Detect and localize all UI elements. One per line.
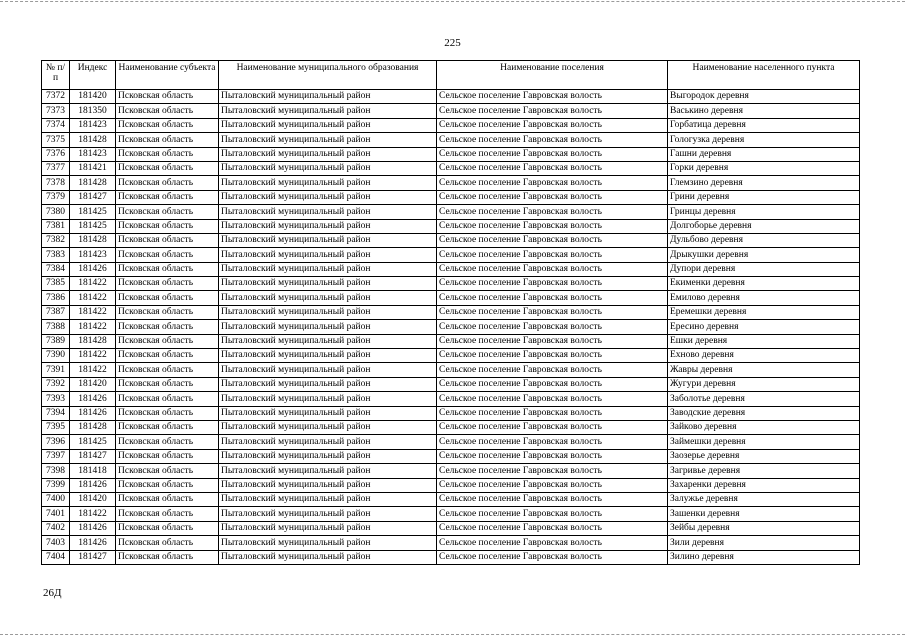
cell-number: 7381	[42, 219, 70, 233]
cell-number: 7374	[42, 118, 70, 132]
cell-number: 7373	[42, 104, 70, 118]
cell-locality: Горбатица деревня	[668, 118, 860, 132]
cell-index: 181428	[70, 420, 116, 434]
cell-index: 181421	[70, 161, 116, 175]
cell-subject: Псковская область	[116, 536, 219, 550]
cell-subject: Псковская область	[116, 176, 219, 190]
cell-subject: Псковская область	[116, 118, 219, 132]
cell-index: 181428	[70, 334, 116, 348]
cell-locality: Заболотье деревня	[668, 392, 860, 406]
table-row	[42, 492, 860, 506]
cell-municipality: Пыталовский муниципальный район	[219, 305, 437, 319]
cell-index: 181426	[70, 536, 116, 550]
cell-index: 181422	[70, 305, 116, 319]
cell-settlement: Сельское поселение Гавровская волость	[437, 133, 668, 147]
table-row	[42, 147, 860, 161]
cell-locality: Васькино деревня	[668, 104, 860, 118]
cell-municipality: Пыталовский муниципальный район	[219, 478, 437, 492]
cell-municipality: Пыталовский муниципальный район	[219, 277, 437, 291]
cell-number: 7375	[42, 133, 70, 147]
cell-number: 7383	[42, 248, 70, 262]
cell-subject: Псковская область	[116, 262, 219, 276]
table-row	[42, 392, 860, 406]
cell-number: 7391	[42, 363, 70, 377]
column-header-municipality: Наименование муниципального образования	[219, 61, 437, 90]
table-row	[42, 161, 860, 175]
cell-locality: Загривье деревня	[668, 464, 860, 478]
cell-locality: Ехново деревня	[668, 349, 860, 363]
cell-municipality: Пыталовский муниципальный район	[219, 90, 437, 104]
cell-municipality: Пыталовский муниципальный район	[219, 464, 437, 478]
table-row	[42, 262, 860, 276]
cell-settlement: Сельское поселение Гавровская волость	[437, 334, 668, 348]
table-row	[42, 363, 860, 377]
table-row	[42, 536, 860, 550]
cell-settlement: Сельское поселение Гавровская волость	[437, 190, 668, 204]
cell-settlement: Сельское поселение Гавровская волость	[437, 363, 668, 377]
cell-index: 181428	[70, 133, 116, 147]
cell-index: 181426	[70, 521, 116, 535]
cell-locality: Жугури деревня	[668, 377, 860, 391]
cell-municipality: Пыталовский муниципальный район	[219, 406, 437, 420]
table-row	[42, 334, 860, 348]
cell-settlement: Сельское поселение Гавровская волость	[437, 291, 668, 305]
cell-index: 181422	[70, 277, 116, 291]
cell-municipality: Пыталовский муниципальный район	[219, 190, 437, 204]
table-row	[42, 320, 860, 334]
cell-subject: Псковская область	[116, 277, 219, 291]
cell-number: 7390	[42, 349, 70, 363]
cell-settlement: Сельское поселение Гавровская волость	[437, 492, 668, 506]
cell-index: 181425	[70, 219, 116, 233]
cell-municipality: Пыталовский муниципальный район	[219, 334, 437, 348]
cell-settlement: Сельское поселение Гавровская волость	[437, 392, 668, 406]
scan-edge-top	[0, 1, 905, 2]
table-row	[42, 550, 860, 564]
cell-number: 7403	[42, 536, 70, 550]
cell-number: 7398	[42, 464, 70, 478]
cell-locality: Зилино деревня	[668, 550, 860, 564]
cell-subject: Псковская область	[116, 205, 219, 219]
cell-locality: Жавры деревня	[668, 363, 860, 377]
cell-index: 181427	[70, 449, 116, 463]
cell-number: 7377	[42, 161, 70, 175]
table-row	[42, 248, 860, 262]
cell-subject: Псковская область	[116, 521, 219, 535]
cell-municipality: Пыталовский муниципальный район	[219, 118, 437, 132]
cell-locality: Залужье деревня	[668, 492, 860, 506]
cell-settlement: Сельское поселение Гавровская волость	[437, 90, 668, 104]
scan-edge-bottom	[0, 634, 905, 635]
cell-subject: Псковская область	[116, 349, 219, 363]
cell-municipality: Пыталовский муниципальный район	[219, 248, 437, 262]
cell-number: 7399	[42, 478, 70, 492]
cell-settlement: Сельское поселение Гавровская волость	[437, 147, 668, 161]
cell-subject: Псковская область	[116, 305, 219, 319]
cell-locality: Глемзино деревня	[668, 176, 860, 190]
cell-number: 7402	[42, 521, 70, 535]
table-row	[42, 133, 860, 147]
cell-municipality: Пыталовский муниципальный район	[219, 392, 437, 406]
cell-municipality: Пыталовский муниципальный район	[219, 176, 437, 190]
cell-settlement: Сельское поселение Гавровская волость	[437, 435, 668, 449]
cell-settlement: Сельское поселение Гавровская волость	[437, 104, 668, 118]
page-number: 225	[444, 37, 461, 49]
cell-locality: Гологузка деревня	[668, 133, 860, 147]
cell-locality: Ешки деревня	[668, 334, 860, 348]
cell-number: 7384	[42, 262, 70, 276]
cell-index: 181422	[70, 349, 116, 363]
cell-subject: Псковская область	[116, 377, 219, 391]
cell-subject: Псковская область	[116, 478, 219, 492]
cell-number: 7380	[42, 205, 70, 219]
cell-municipality: Пыталовский муниципальный район	[219, 161, 437, 175]
column-header-index: Индекс	[70, 61, 116, 90]
cell-number: 7395	[42, 420, 70, 434]
cell-number: 7392	[42, 377, 70, 391]
cell-subject: Псковская область	[116, 190, 219, 204]
cell-index: 181423	[70, 118, 116, 132]
cell-locality: Займешки деревня	[668, 435, 860, 449]
table-row	[42, 176, 860, 190]
cell-index: 181422	[70, 291, 116, 305]
cell-index: 181418	[70, 464, 116, 478]
cell-municipality: Пыталовский муниципальный район	[219, 133, 437, 147]
cell-municipality: Пыталовский муниципальный район	[219, 363, 437, 377]
table-row	[42, 435, 860, 449]
cell-number: 7372	[42, 90, 70, 104]
cell-settlement: Сельское поселение Гавровская волость	[437, 277, 668, 291]
cell-municipality: Пыталовский муниципальный район	[219, 521, 437, 535]
column-header-settlement: Наименование поселения	[437, 61, 668, 90]
cell-subject: Псковская область	[116, 420, 219, 434]
cell-locality: Зили деревня	[668, 536, 860, 550]
cell-locality: Выгородок деревня	[668, 90, 860, 104]
cell-municipality: Пыталовский муниципальный район	[219, 507, 437, 521]
table-row	[42, 464, 860, 478]
cell-settlement: Сельское поселение Гавровская волость	[437, 449, 668, 463]
cell-municipality: Пыталовский муниципальный район	[219, 377, 437, 391]
cell-settlement: Сельское поселение Гавровская волость	[437, 406, 668, 420]
cell-settlement: Сельское поселение Гавровская волость	[437, 536, 668, 550]
cell-municipality: Пыталовский муниципальный район	[219, 219, 437, 233]
cell-settlement: Сельское поселение Гавровская волость	[437, 507, 668, 521]
cell-municipality: Пыталовский муниципальный район	[219, 550, 437, 564]
cell-number: 7376	[42, 147, 70, 161]
table-row	[42, 233, 860, 247]
settlements-table	[41, 60, 860, 565]
cell-subject: Псковская область	[116, 104, 219, 118]
cell-number: 7396	[42, 435, 70, 449]
table-row	[42, 277, 860, 291]
cell-index: 181422	[70, 507, 116, 521]
table-body	[42, 90, 860, 565]
table-row	[42, 118, 860, 132]
cell-index: 181422	[70, 320, 116, 334]
footer-mark: 26Д	[43, 587, 62, 599]
cell-number: 7388	[42, 320, 70, 334]
cell-number: 7378	[42, 176, 70, 190]
cell-subject: Псковская область	[116, 492, 219, 506]
column-header-subject: Наименование субъекта	[116, 61, 219, 90]
cell-index: 181428	[70, 233, 116, 247]
cell-index: 181425	[70, 435, 116, 449]
cell-settlement: Сельское поселение Гавровская волость	[437, 248, 668, 262]
cell-number: 7404	[42, 550, 70, 564]
cell-municipality: Пыталовский муниципальный район	[219, 291, 437, 305]
cell-index: 181422	[70, 363, 116, 377]
cell-settlement: Сельское поселение Гавровская волость	[437, 464, 668, 478]
cell-subject: Псковская область	[116, 550, 219, 564]
cell-subject: Псковская область	[116, 90, 219, 104]
cell-index: 181350	[70, 104, 116, 118]
table-row	[42, 104, 860, 118]
table-row	[42, 507, 860, 521]
cell-locality: Захаренки деревня	[668, 478, 860, 492]
cell-settlement: Сельское поселение Гавровская волость	[437, 262, 668, 276]
cell-number: 7394	[42, 406, 70, 420]
cell-municipality: Пыталовский муниципальный район	[219, 320, 437, 334]
cell-number: 7389	[42, 334, 70, 348]
cell-settlement: Сельское поселение Гавровская волость	[437, 161, 668, 175]
cell-locality: Емилово деревня	[668, 291, 860, 305]
cell-settlement: Сельское поселение Гавровская волость	[437, 550, 668, 564]
cell-settlement: Сельское поселение Гавровская волость	[437, 420, 668, 434]
cell-municipality: Пыталовский муниципальный район	[219, 536, 437, 550]
cell-settlement: Сельское поселение Гавровская волость	[437, 478, 668, 492]
cell-municipality: Пыталовский муниципальный район	[219, 420, 437, 434]
cell-locality: Гашни деревня	[668, 147, 860, 161]
table-row	[42, 420, 860, 434]
cell-subject: Псковская область	[116, 406, 219, 420]
cell-index: 181423	[70, 147, 116, 161]
cell-settlement: Сельское поселение Гавровская волость	[437, 349, 668, 363]
cell-number: 7382	[42, 233, 70, 247]
table-row	[42, 305, 860, 319]
cell-index: 181426	[70, 478, 116, 492]
cell-number: 7400	[42, 492, 70, 506]
cell-settlement: Сельское поселение Гавровская волость	[437, 320, 668, 334]
cell-subject: Псковская область	[116, 334, 219, 348]
column-header-number: № п/п	[42, 61, 70, 90]
cell-subject: Псковская область	[116, 219, 219, 233]
cell-settlement: Сельское поселение Гавровская волость	[437, 521, 668, 535]
cell-locality: Зашенки деревня	[668, 507, 860, 521]
cell-locality: Горки деревня	[668, 161, 860, 175]
cell-locality: Дульбово деревня	[668, 233, 860, 247]
cell-subject: Псковская область	[116, 392, 219, 406]
cell-index: 181420	[70, 90, 116, 104]
cell-subject: Псковская область	[116, 507, 219, 521]
cell-subject: Псковская область	[116, 291, 219, 305]
table-header-row	[42, 61, 860, 90]
cell-settlement: Сельское поселение Гавровская волость	[437, 233, 668, 247]
cell-municipality: Пыталовский муниципальный район	[219, 205, 437, 219]
cell-settlement: Сельское поселение Гавровская волость	[437, 219, 668, 233]
cell-subject: Псковская область	[116, 233, 219, 247]
cell-locality: Заводские деревня	[668, 406, 860, 420]
cell-municipality: Пыталовский муниципальный район	[219, 492, 437, 506]
cell-municipality: Пыталовский муниципальный район	[219, 233, 437, 247]
cell-locality: Зейбы деревня	[668, 521, 860, 535]
cell-subject: Псковская область	[116, 363, 219, 377]
cell-number: 7385	[42, 277, 70, 291]
cell-subject: Псковская область	[116, 435, 219, 449]
cell-index: 181420	[70, 377, 116, 391]
cell-locality: Грини деревня	[668, 190, 860, 204]
cell-index: 181426	[70, 406, 116, 420]
cell-index: 181427	[70, 190, 116, 204]
cell-municipality: Пыталовский муниципальный район	[219, 104, 437, 118]
cell-subject: Псковская область	[116, 133, 219, 147]
cell-number: 7386	[42, 291, 70, 305]
cell-locality: Заозерье деревня	[668, 449, 860, 463]
cell-index: 181428	[70, 176, 116, 190]
cell-index: 181420	[70, 492, 116, 506]
cell-settlement: Сельское поселение Гавровская волость	[437, 118, 668, 132]
cell-subject: Псковская область	[116, 147, 219, 161]
cell-number: 7401	[42, 507, 70, 521]
cell-subject: Псковская область	[116, 464, 219, 478]
cell-index: 181423	[70, 248, 116, 262]
cell-index: 181427	[70, 550, 116, 564]
cell-locality: Гринцы деревня	[668, 205, 860, 219]
cell-locality: Дупори деревня	[668, 262, 860, 276]
cell-locality: Дрыкушки деревня	[668, 248, 860, 262]
cell-settlement: Сельское поселение Гавровская волость	[437, 176, 668, 190]
table-row	[42, 521, 860, 535]
table-row	[42, 90, 860, 104]
cell-locality: Еремешки деревня	[668, 305, 860, 319]
cell-index: 181426	[70, 262, 116, 276]
cell-subject: Псковская область	[116, 320, 219, 334]
cell-municipality: Пыталовский муниципальный район	[219, 435, 437, 449]
table-row	[42, 377, 860, 391]
cell-number: 7397	[42, 449, 70, 463]
cell-municipality: Пыталовский муниципальный район	[219, 349, 437, 363]
table-row	[42, 190, 860, 204]
cell-settlement: Сельское поселение Гавровская волость	[437, 205, 668, 219]
table-row	[42, 449, 860, 463]
cell-number: 7379	[42, 190, 70, 204]
table-row	[42, 291, 860, 305]
column-header-locality: Наименование населенного пункта	[668, 61, 860, 90]
cell-subject: Псковская область	[116, 449, 219, 463]
cell-locality: Долгоборье деревня	[668, 219, 860, 233]
table-row	[42, 349, 860, 363]
cell-locality: Зайково деревня	[668, 420, 860, 434]
cell-locality: Ересино деревня	[668, 320, 860, 334]
table-row	[42, 219, 860, 233]
cell-subject: Псковская область	[116, 248, 219, 262]
table-row	[42, 205, 860, 219]
cell-municipality: Пыталовский муниципальный район	[219, 262, 437, 276]
cell-index: 181426	[70, 392, 116, 406]
table-row	[42, 406, 860, 420]
cell-index: 181425	[70, 205, 116, 219]
cell-municipality: Пыталовский муниципальный район	[219, 449, 437, 463]
cell-number: 7393	[42, 392, 70, 406]
table-row	[42, 478, 860, 492]
cell-number: 7387	[42, 305, 70, 319]
cell-subject: Псковская область	[116, 161, 219, 175]
cell-settlement: Сельское поселение Гавровская волость	[437, 305, 668, 319]
cell-locality: Екименки деревня	[668, 277, 860, 291]
cell-municipality: Пыталовский муниципальный район	[219, 147, 437, 161]
cell-settlement: Сельское поселение Гавровская волость	[437, 377, 668, 391]
